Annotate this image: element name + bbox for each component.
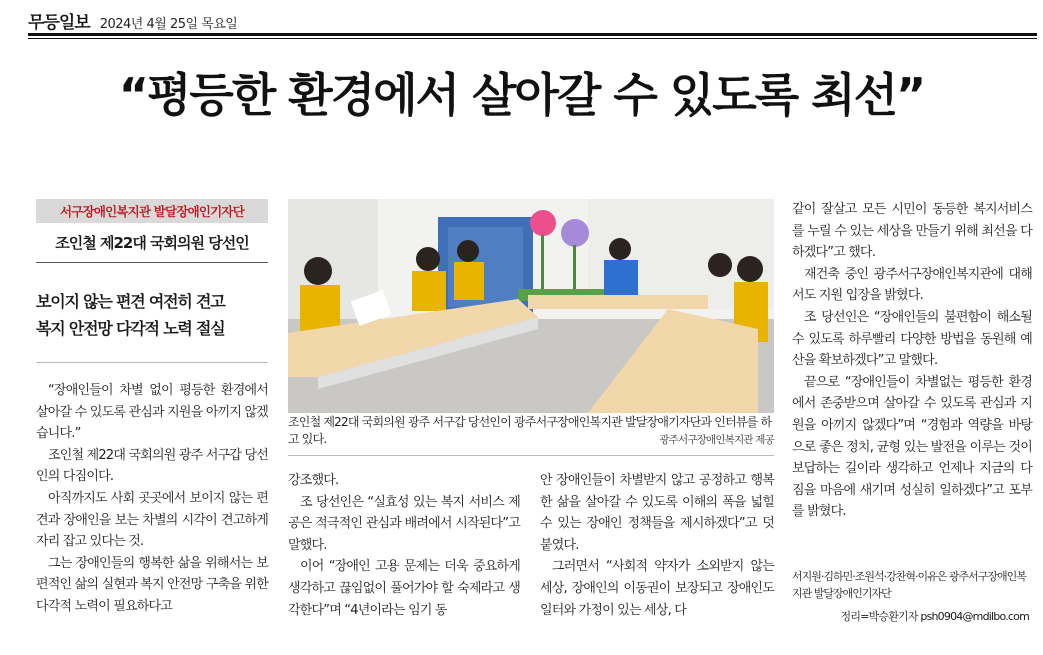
divider xyxy=(36,362,268,363)
reporter-bylines: 서지원·김하민·조원석·강찬혁·이유은 광주서구장애인복지관 발달장애인기자단 xyxy=(792,570,1026,600)
paragraph: 재건축 중인 광주서구장애인복지관에 대해서도 지원 입장을 밝혔다. xyxy=(792,266,1032,304)
paragraph: 그는 장애인들의 행복한 삶을 위해서는 보편적인 삶의 실현과 복지 안전망 구축을 위한 다각적 노력이 필요하다고 xyxy=(36,555,268,614)
article-column-4 xyxy=(792,199,1032,523)
paragraph: 조 당선인은 “장애인들의 불편함이 해소될 수 있도록 하루빨리 다양한 방법을 동원해 예산을 확보하겠다”고 말했다. xyxy=(792,309,1032,369)
masthead-rule-thick xyxy=(28,33,1037,36)
paragraph: 끝으로 “장애인들이 차별없는 평등한 환경에서 존중받으며 살아갈 수 있도록 관심과 지원을 아끼지 않겠다”며 “경험과 역량을 바탕으로 좋은 정치, 균형 있는 발전을 이루는 것이 보답하는 길이라 생각하고 언제나 지금의 다짐을 마음에 새기며 성실히 일하겠다”고 포부를 밝혔다. xyxy=(792,374,1032,520)
section-kicker: 서구장애인복지관 발달장애인기자단 xyxy=(36,199,268,223)
masthead xyxy=(28,8,238,33)
paragraph: 조인철 제22대 국회의원 광주 서구갑 당선인의 다짐이다. xyxy=(36,447,268,485)
photo-caption: 조인철 제22대 국회의원 광주 서구갑 당선인이 광주서구장애인복지관 발달장애기자단과 인터뷰를 하고 있다. xyxy=(288,415,772,446)
headline: “평등한 환경에서 살아갈 수 있도록 최선” xyxy=(118,68,925,122)
article-column-2 xyxy=(288,470,520,621)
issue-date: 2024년 4월 25일 목요일 xyxy=(99,17,238,32)
masthead-rule-thin xyxy=(28,38,1037,39)
article-column-1 xyxy=(36,380,268,618)
paragraph: 안 장애인들이 차별받지 않고 공정하고 행복한 삶을 살아갈 수 있도록 이해의 폭을 넓힐 수 있는 장애인 정책들을 제시하겠다”고 덧붙였다. xyxy=(540,473,774,553)
interview-photo xyxy=(288,199,774,413)
paper-name: 무등일보 xyxy=(28,13,90,33)
paragraph: 이어 “장애인 고용 문제는 더욱 중요하게 생각하고 끊임없이 풀어가야 할 숙제라고 생각한다”며 “4년이라는 임기 동 xyxy=(288,559,520,618)
paragraph: 강조했다. xyxy=(288,473,339,488)
paragraph: 아직까지도 사회 곳곳에서 보이지 않는 편견과 장애인을 보는 차별의 시각이 견고하게 자리 잡고 있다는 것. xyxy=(36,490,268,550)
paragraph: 같이 잘살고 모든 시민이 동등한 복지서비스를 누릴 수 있는 세상을 만들기 위해 최선을 다하겠다”고 했다. xyxy=(792,202,1032,261)
interviewee-name: 조인철 제22대 국회의원 당선인 xyxy=(55,234,249,252)
divider xyxy=(36,262,268,263)
interview-photo-illustration xyxy=(288,199,774,413)
editor-signoff: 정리=박승환기자 psh0904@mdilbo.com xyxy=(840,610,1029,623)
paragraph: 조 당선인은 “실효성 있는 복지 서비스 제공은 적극적인 관심과 배려에서 시작된다”고 말했다. xyxy=(288,494,520,553)
subheadline-line: 복지 안전망 다각적 노력 절실 xyxy=(36,319,225,338)
photo-credit: 광주서구장애인복지관 제공 xyxy=(659,434,774,446)
subheadline xyxy=(36,288,268,342)
subheadline-line: 보이지 않는 편견 여전히 견고 xyxy=(36,292,225,311)
paragraph: “장애인들이 차별 없이 평등한 환경에서 살아갈 수 있도록 관심과 지원을 아끼지 않겠습니다.” xyxy=(36,383,268,442)
paragraph: 그러면서 “사회적 약자가 소외받지 않는 세상, 장애인의 이동권이 보장되고 장애인도 일터와 가정이 있는 세상, 다 xyxy=(540,559,774,618)
article-column-3 xyxy=(540,470,774,621)
divider xyxy=(288,455,774,456)
